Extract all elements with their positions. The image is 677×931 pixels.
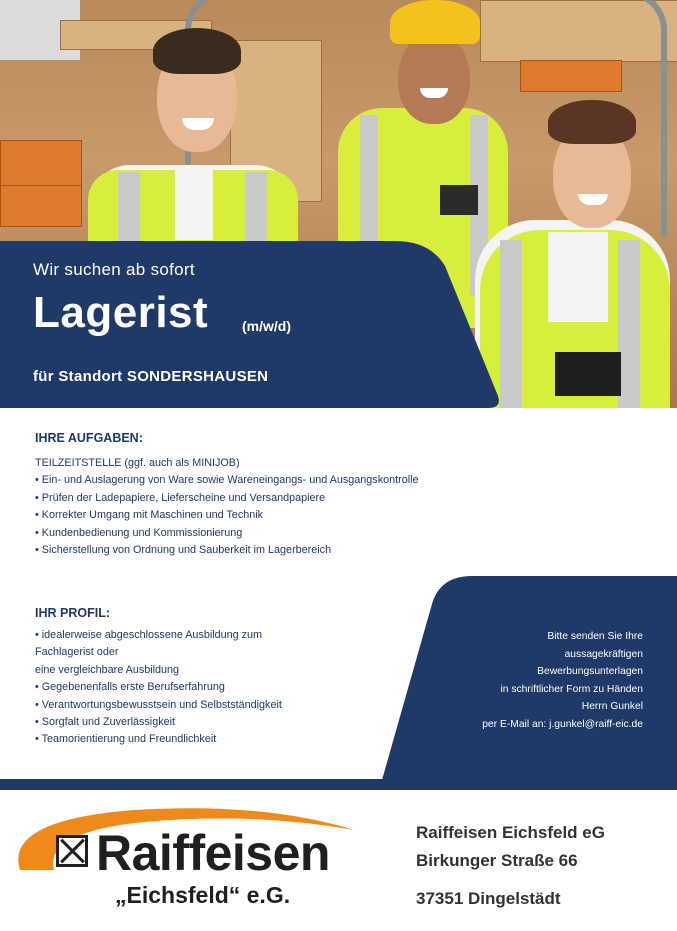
headline-intro: Wir suchen ab sofort xyxy=(33,260,195,279)
tasks-list xyxy=(35,455,419,559)
contact-line: aussagekräftigen xyxy=(564,648,643,660)
profile-item: eine vergleichbare Ausbildung xyxy=(35,663,180,676)
job-title: Lagerist xyxy=(33,288,209,337)
company-city: 37351 Dingelstädt xyxy=(416,889,561,908)
footer-divider-bar xyxy=(0,779,677,790)
profile-item: • Verantwortungsbewusstsein und Selbstständigkeit xyxy=(35,698,282,711)
tasks-heading: IHRE AUFGABEN: xyxy=(35,431,143,445)
profile-item: • Gegebenenfalls erste Berufserfahrung xyxy=(35,681,225,694)
profile-list xyxy=(35,627,282,749)
company-name: Raiffeisen Eichsfeld eG xyxy=(416,823,605,842)
contact-line: Herrn Gunkel xyxy=(581,701,643,713)
profile-heading: IHR PROFIL: xyxy=(35,606,110,620)
tasks-item: • Sicherstellung von Ordnung und Sauberkeit im Lagerbereich xyxy=(35,544,332,557)
profile-item: • idealerweise abgeschlossene Ausbildung zum xyxy=(35,629,263,641)
contact-line: Bitte senden Sie Ihre xyxy=(547,631,643,642)
tasks-item: • Korrekter Umgang mit Maschinen und Technik xyxy=(35,509,264,522)
tasks-item: • Kundenbedienung und Kommissionierung xyxy=(35,526,243,539)
tasks-item: • Ein- und Auslagerung von Ware sowie Wareneingangs- und Ausgangskontrolle xyxy=(35,474,419,487)
job-location: für Standort SONDERSHAUSEN xyxy=(33,368,269,385)
raiffeisen-cross-icon xyxy=(56,835,88,867)
profile-item: • Teamorientierung und Freundlichkeit xyxy=(35,733,217,746)
profile-item: • Sorgfalt und Zuverlässigkeit xyxy=(35,716,176,729)
contact-line: in schriftlicher Form zu Händen xyxy=(500,683,643,695)
company-street: Birkunger Straße 66 xyxy=(416,851,578,870)
photo-box xyxy=(0,140,82,187)
tasks-item: • Prüfen der Ladepapiere, Lieferscheine und Versandpapiere xyxy=(35,491,326,504)
contact-line: Bewerbungsunterlagen xyxy=(537,666,643,678)
photo-box xyxy=(0,185,82,227)
contact-info xyxy=(393,628,643,734)
logo-subtitle: „Eichsfeld“ e.G. xyxy=(115,882,291,908)
profile-item: Fachlagerist oder xyxy=(35,646,119,659)
gender-note: (m/w/d) xyxy=(242,318,291,334)
logo-name: Raiffeisen xyxy=(96,825,330,881)
tasks-item: TEILZEITSTELLE (ggf. auch als MINIJOB) xyxy=(35,457,240,469)
contact-email[interactable]: per E-Mail an: j.gunkel@raiff-eic.de xyxy=(482,718,643,730)
raiffeisen-logo xyxy=(14,800,374,920)
